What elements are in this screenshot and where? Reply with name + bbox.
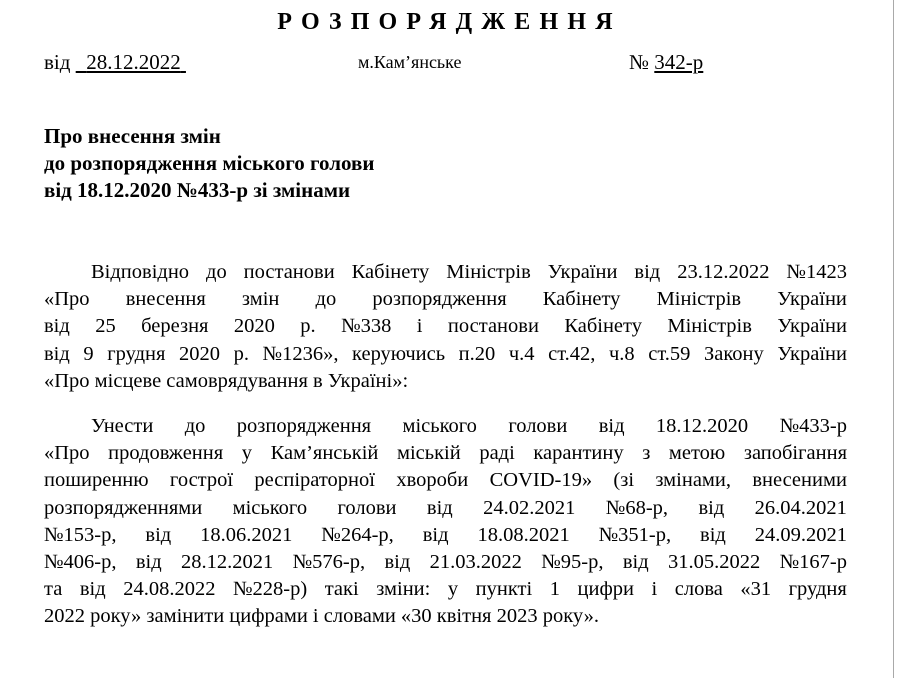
- subject-line: Про внесення змін: [44, 124, 221, 148]
- paragraph-line: 2022 року» замінити цифрами і словами «30 квітня 2023 року».: [44, 605, 600, 628]
- paragraph-line: №406-р, від 28.12.2021 №576-р, від 21.03.2022 №95-р, від 31.05.2022 №167-р: [44, 551, 847, 574]
- paragraph-line: №153-р, від 18.06.2021 №264-р, від 18.08.2021 №351-р, від 24.09.2021: [44, 523, 847, 546]
- order-paragraph: [44, 413, 847, 631]
- paragraph-line: «Про місцеве самоврядування в Україні»:: [44, 369, 409, 392]
- paragraph-line: Унести до розпорядження міського голови від 18.12.2020 №433-р: [91, 415, 847, 437]
- document-number: [629, 48, 703, 76]
- paragraph-line: та від 24.08.2022 №228-р) такі зміни: у пункті 1 цифри і слова «31 грудня: [44, 578, 847, 601]
- paragraph-line: «Про продовження у Кам’янській міській раді карантину з метою запобігання: [44, 442, 847, 465]
- number-value: 342-р: [654, 50, 704, 74]
- preamble-paragraph: [44, 259, 847, 395]
- paragraph-line: від 9 грудня 2020 р. №1236», керуючись п.20 ч.4 ст.42, ч.8 ст.59 Закону України: [44, 342, 847, 365]
- document-city: м.Кам’янське: [358, 52, 462, 72]
- paragraph-line: поширенню гострої респіраторної хвороби COVID-19» (зі змінами, внесеними: [44, 469, 847, 492]
- subject-line: до розпорядження міського голови: [44, 151, 375, 175]
- paragraph-line: «Про внесення змін до розпорядження Кабінету Міністрів України: [44, 288, 847, 311]
- document-date: [44, 48, 186, 76]
- subject-line: від 18.12.2020 №433-р зі змінами: [44, 178, 351, 202]
- document-title: РОЗПОРЯДЖЕННЯ: [277, 9, 622, 35]
- paragraph-line: Відповідно до постанови Кабінету Міністрів України від 23.12.2022 №1423: [91, 261, 847, 283]
- date-prefix: від: [44, 50, 71, 74]
- document-subject: [44, 123, 374, 204]
- paragraph-line: від 25 березня 2020 р. №338 і постанови Кабінету Міністрів України: [44, 315, 847, 338]
- date-value: 28.12.2022: [86, 50, 181, 74]
- number-prefix: №: [629, 50, 650, 74]
- paragraph-line: розпорядженнями міського голови від 24.02.2021 №68-р, від 26.04.2021: [44, 496, 847, 519]
